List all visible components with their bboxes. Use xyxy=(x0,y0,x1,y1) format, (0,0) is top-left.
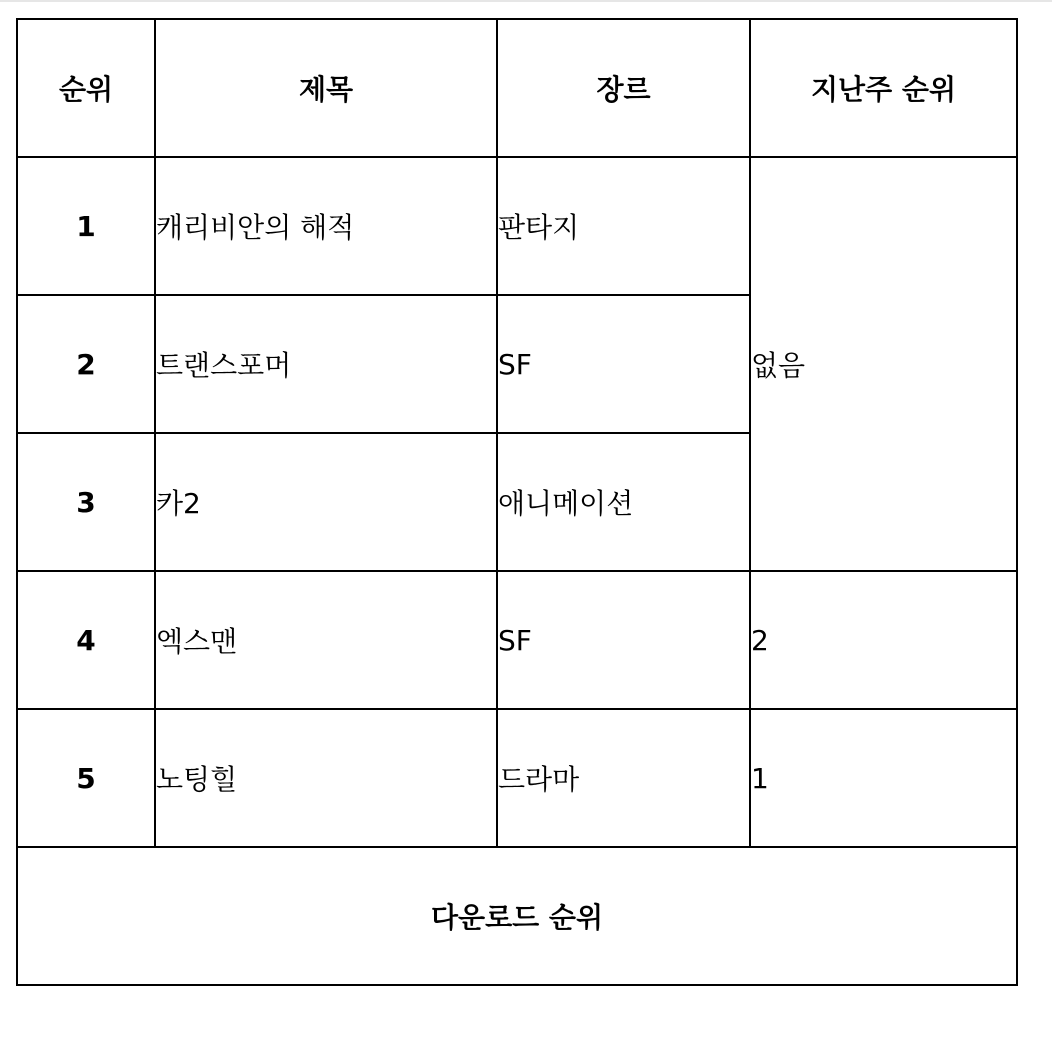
download-ranking-table xyxy=(16,18,1018,986)
title-cell: 캐리비안의 해적 xyxy=(155,157,497,295)
genre-cell: SF xyxy=(497,571,750,709)
table-row xyxy=(17,157,1017,295)
top-border-line xyxy=(0,0,1052,2)
title-cell: 카2 xyxy=(155,433,497,571)
table-footer-row xyxy=(17,847,1017,985)
rank-cell: 4 xyxy=(17,571,155,709)
title-cell: 노팅힐 xyxy=(155,709,497,847)
genre-cell: SF xyxy=(497,295,750,433)
table-header-row xyxy=(17,19,1017,157)
header-rank: 순위 xyxy=(17,19,155,157)
table-caption-footer: 다운로드 순위 xyxy=(17,847,1017,985)
title-cell: 엑스맨 xyxy=(155,571,497,709)
title-cell: 트랜스포머 xyxy=(155,295,497,433)
genre-cell: 애니메이션 xyxy=(497,433,750,571)
last-week-merged-cell: 없음 xyxy=(750,157,1017,571)
last-week-cell: 2 xyxy=(750,571,1017,709)
last-week-cell: 1 xyxy=(750,709,1017,847)
genre-cell: 판타지 xyxy=(497,157,750,295)
rank-cell: 3 xyxy=(17,433,155,571)
header-genre: 장르 xyxy=(497,19,750,157)
table-row xyxy=(17,709,1017,847)
rank-cell: 2 xyxy=(17,295,155,433)
rank-cell: 1 xyxy=(17,157,155,295)
genre-cell: 드라마 xyxy=(497,709,750,847)
header-last-week-rank: 지난주 순위 xyxy=(750,19,1017,157)
header-title: 제목 xyxy=(155,19,497,157)
table-row xyxy=(17,571,1017,709)
rank-cell: 5 xyxy=(17,709,155,847)
